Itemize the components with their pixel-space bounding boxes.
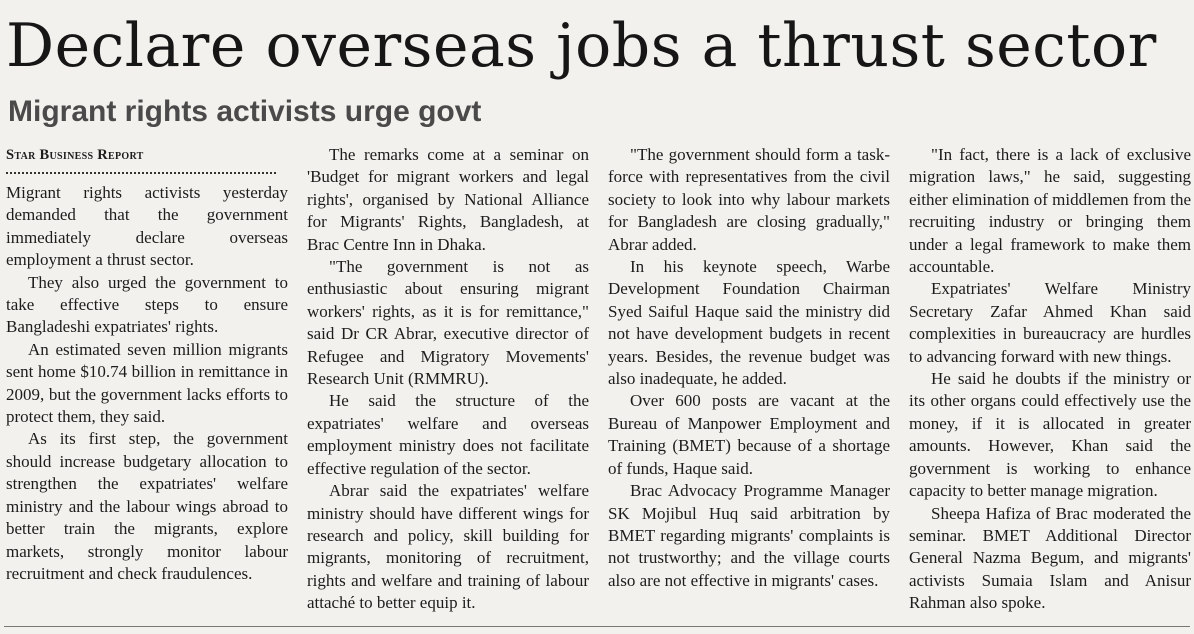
article-paragraph: Over 600 posts are vacant at the Bureau of Manpower Employment and Training (BMET) because of a shortage of funds, Haque said. — [608, 391, 890, 478]
column-4 — [909, 144, 1191, 615]
article-paragraph: "The government is not as enthusiastic about ensuring migrant workers' rights, as it is for remittance," said Dr CR Abrar, executive director of Refugee and Migratory Movements' Research Unit (RMMRU). — [307, 257, 589, 389]
article-paragraph: He said the structure of the expatriates' welfare and overseas employment ministry does not facilitate effective regulation of the sector. — [307, 391, 589, 478]
article-paragraph: "In fact, there is a lack of exclusive migration laws," he said, suggesting either elimination of middlemen from the recruiting industry or bringing them under a legal framework to make them accountable. — [909, 145, 1191, 277]
article-paragraph: Expatriates' Welfare Ministry Secretary Zafar Ahmed Khan said complexities in bureaucracy are hurdles to advancing forward with new things. — [909, 279, 1191, 366]
article-paragraph: As its first step, the government should increase budgetary allocation to strengthen the expatriates' welfare ministry and the labour wings abroad to better train the migrants, explore markets, strongly monitor labour recruitment and check fraudulences. — [6, 429, 288, 583]
article-paragraph: They also urged the government to take effective steps to ensure Bangladeshi expatriates' rights. — [6, 272, 288, 337]
article-paragraph: Migrant rights activists yesterday demanded that the government immediately declare overseas employment a thrust sector. — [6, 183, 288, 270]
article-paragraph: Abrar said the expatriates' welfare ministry should have different wings for research and policy, skill building for migrants, monitoring of recruitment, rights and welfare and training of labour attaché to better equip it. — [307, 481, 589, 613]
headline: Declare overseas jobs a thrust sector — [6, 11, 1157, 81]
article-paragraph: Sheepa Hafiza of Brac moderated the seminar. BMET Additional Director General Nazma Begum, and migrants' activists Sumaia Islam and Anisur Rahman also spoke. — [909, 503, 1191, 613]
article-body — [6, 144, 1190, 622]
subheadline: Migrant rights activists urge govt — [8, 95, 482, 128]
bottom-rule — [4, 626, 1190, 627]
byline: Star Business Report — [6, 147, 144, 163]
article-paragraph: In his keynote speech, Warbe Development Foundation Chairman Syed Saiful Haque said the ministry did not have development budgets in recent years. Besides, the revenue budget was also inadequate, he added. — [608, 257, 890, 389]
article-paragraph: An estimated seven million migrants sent home $10.74 billion in remittance in 2009, but the government lacks efforts to protect them, they said. — [6, 339, 288, 427]
article-paragraph: Brac Advocacy Programme Manager SK Mojibul Huq said arbitration by BMET regarding migrants' complaints is not trustworthy; and the village courts also are not effective in migrants' cases. — [608, 481, 890, 590]
column-1 — [6, 144, 288, 585]
article-paragraph: He said he doubts if the ministry or its other organs could effectively use the money, if it is allocated in greater amounts. However, Khan said the government is working to enhance capacity to better manage migration. — [909, 369, 1191, 501]
column-3 — [608, 144, 890, 592]
byline-divider — [6, 168, 276, 174]
article-paragraph: The remarks come at a seminar on 'Budget for migrant workers and legal rights', organised by National Alliance for Migrants' Rights, Bangladesh, at Brac Centre Inn in Dhaka. — [307, 145, 589, 254]
column-2 — [307, 144, 589, 615]
article-paragraph: "The government should form a task-force with representatives from the civil society to look into why labour markets for Bangladesh are closing gradually," Abrar added. — [608, 145, 890, 254]
